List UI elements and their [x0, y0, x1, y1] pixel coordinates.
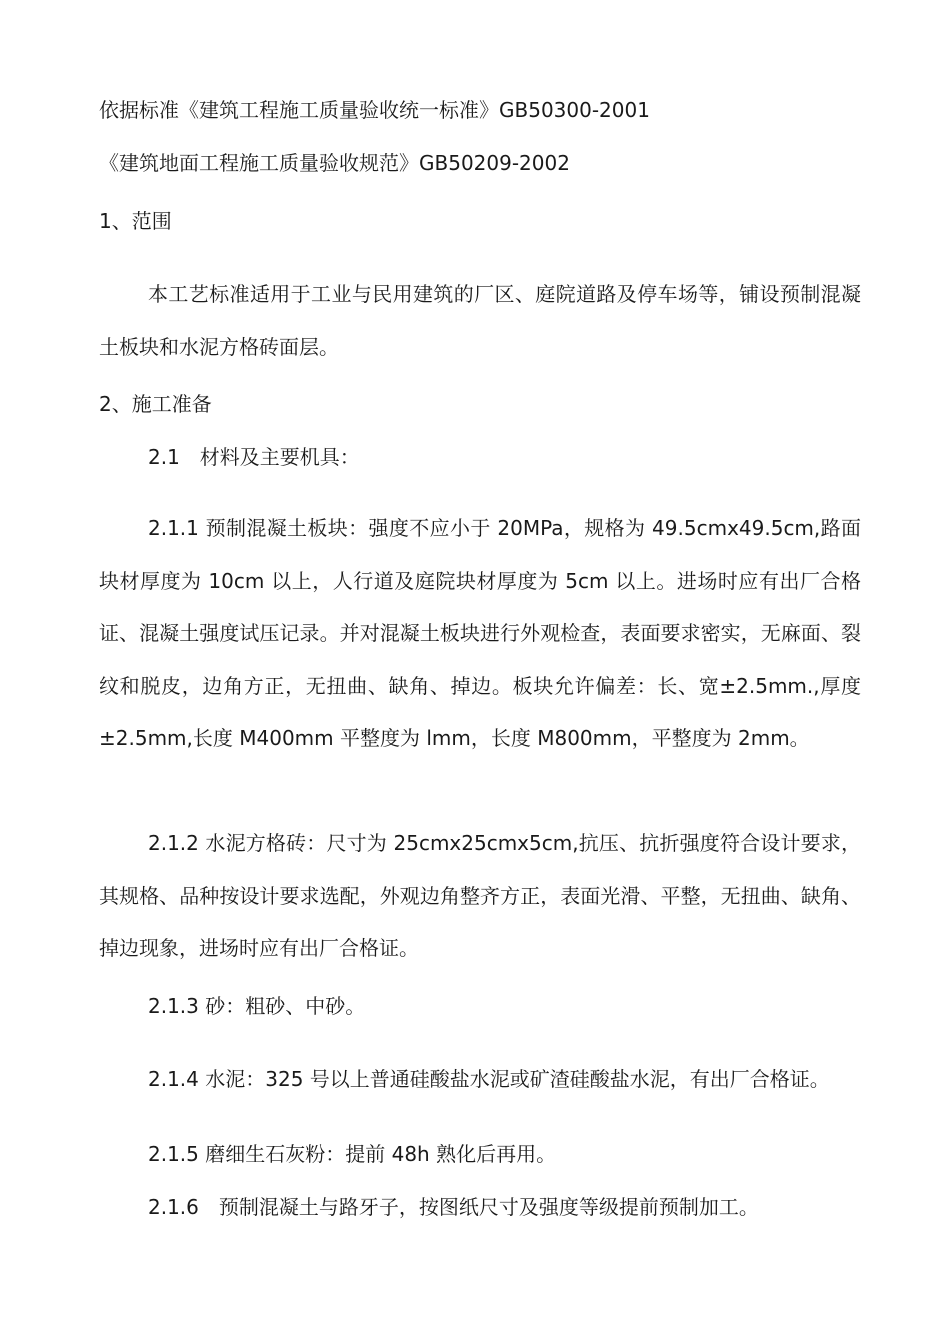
item-2-1-6-line: 2.1.6 预制混凝土与路牙子，按图纸尺寸及强度等级提前预制加工。: [148, 1195, 759, 1219]
subsection-2-1-heading: 2.1 材料及主要机具：: [148, 445, 360, 469]
item-2-1-3-line: 2.1.3 砂：粗砂、中砂。: [148, 994, 366, 1018]
standard-reference-line-2: 《建筑地面工程施工质量验收规范》GB50209-2002: [99, 151, 570, 175]
item-2-1-4-line: 2.1.4 水泥：325 号以上普通硅酸盐水泥或矿渣硅酸盐水泥，有出厂合格证。: [148, 1067, 830, 1091]
item-2-1-1-paragraph: 2.1.1 预制混凝土板块：强度不应小于 20MPa，规格为 49.5cmx49.5cm,路面块材厚度为 10cm 以上，人行道及庭院块材厚度为 5cm 以上。进场时应有出厂合格证、混凝土强度试压记录。并对混凝土板块进行外观检查，表面要求密实，无麻面、裂纹和脱皮，边角方正，无扭曲、缺角、掉边。板块允许偏差：长、宽±2.5mm.,厚度±2.5mm,长度 M400mm 平整度为 lmm，长度 M800mm，平整度为 2mm。: [99, 516, 861, 750]
item-2-1-2-paragraph: 2.1.2 水泥方格砖：尺寸为 25cmx25cmx5cm,抗压、抗折强度符合设计要求，其规格、品种按设计要求选配，外观边角整齐方正，表面光滑、平整，无扭曲、缺角、掉边现象，进场时应有出厂合格证。: [99, 831, 861, 960]
section-2-heading: 2、施工准备: [99, 392, 212, 416]
section-1-body: 本工艺标准适用于工业与民用建筑的厂区、庭院道路及停车场等，铺设预制混凝土板块和水泥方格砖面层。: [99, 282, 861, 359]
section-1-heading: 1、范围: [99, 209, 172, 233]
standard-reference-line-1: 依据标准《建筑工程施工质量验收统一标准》GB50300-2001: [99, 98, 650, 122]
item-2-1-5-line: 2.1.5 磨细生石灰粉：提前 48h 熟化后再用。: [148, 1142, 557, 1166]
